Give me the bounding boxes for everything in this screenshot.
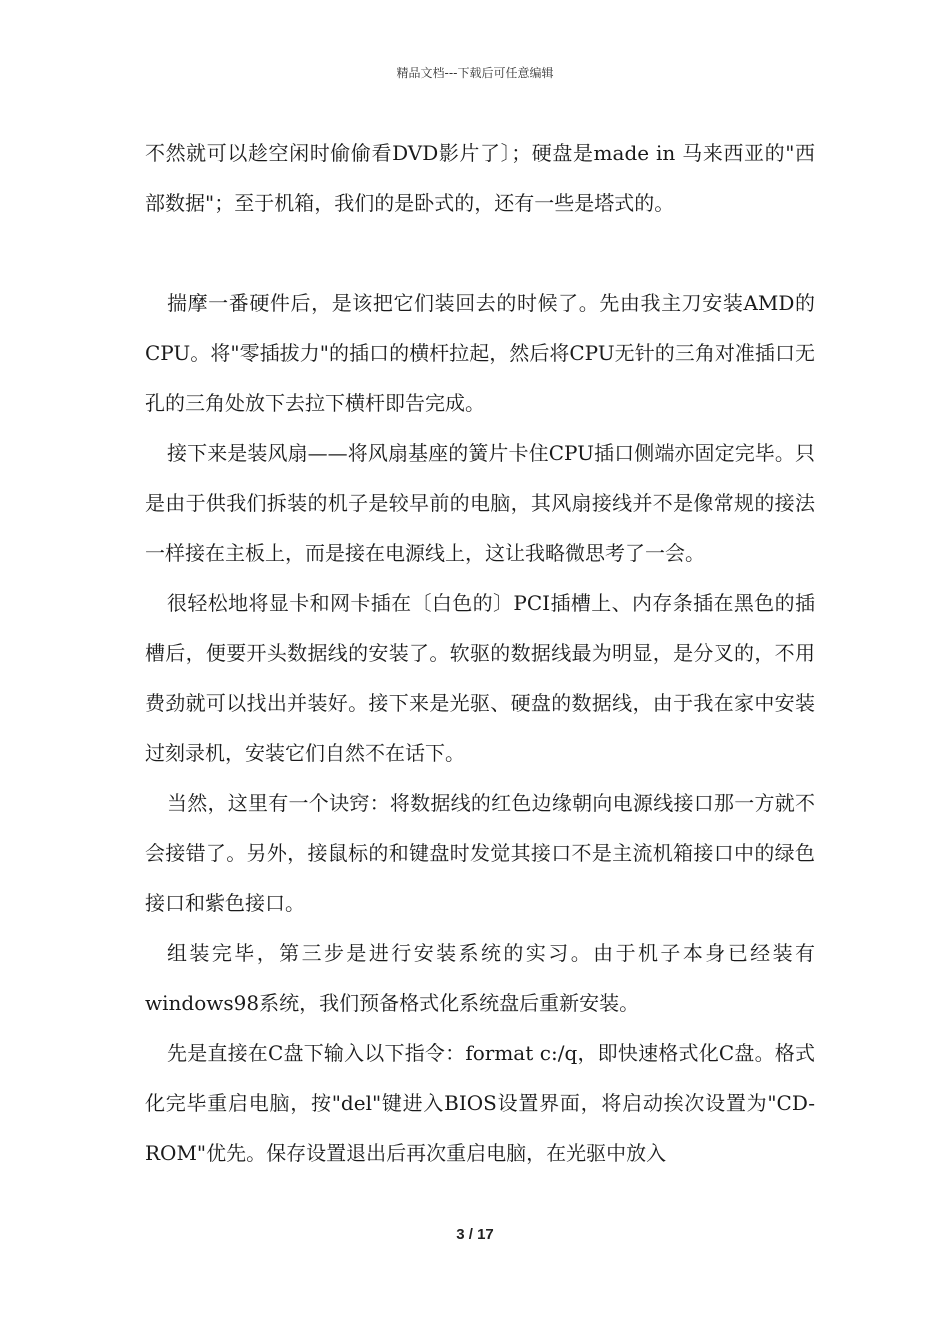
page-header: 精品文档---下载后可任意编辑 [396, 66, 554, 80]
page-number: 3 / 17 [456, 1226, 494, 1243]
paragraph: 揣摩一番硬件后，是该把它们装回去的时候了。先由我主刀安装AMD的CPU。将"零插拔力"的插口的横杆拉起，然后将CPU无针的三角对准插口无孔的三角处放下去拉下横杆即告完成。 [145, 291, 815, 415]
paragraph: 当然，这里有一个诀窍：将数据线的红色边缘朝向电源线接口那一方就不会接错了。另外，接鼠标的和键盘时发觉其接口不是主流机箱接口中的绿色接口和紫色接口。 [145, 791, 815, 915]
paragraph: 很轻松地将显卡和网卡插在〔白色的〕PCI插槽上、内存条插在黑色的插槽后，便要开头数据线的安装了。软驱的数据线最为明显，是分叉的，不用费劲就可以找出并装好。接下来是光驱、硬盘的数据线，由于我在家中安装过刻录机，安装它们自然不在话下。 [145, 591, 815, 765]
paragraph: 先是直接在C盘下输入以下指令：format c:/q，即快速格式化C盘。格式化完毕重启电脑，按"del"键进入BIOS设置界面，将启动挨次设置为"CD-ROM"优先。保存设置退出后再次重启电脑，在光驱中放入 [145, 1041, 815, 1165]
paragraph-spacer [145, 228, 815, 278]
paragraph: 组装完毕，第三步是进行安装系统的实习。由于机子本身已经装有windows98系统，我们预备格式化系统盘后重新安装。 [145, 941, 815, 1015]
paragraph-continued: 不然就可以趁空闲时偷偷看DVD影片了〕；硬盘是made in 马来西亚的"西部数据"；至于机箱，我们的是卧式的，还有一些是塔式的。 [145, 141, 815, 215]
document-body [145, 128, 815, 1178]
paragraph: 接下来是装风扇——将风扇基座的簧片卡住CPU插口侧端亦固定完毕。只是由于供我们拆装的机子是较早前的电脑，其风扇接线并不是像常规的接法一样接在主板上，而是接在电源线上，这让我略微思考了一会。 [145, 441, 815, 565]
